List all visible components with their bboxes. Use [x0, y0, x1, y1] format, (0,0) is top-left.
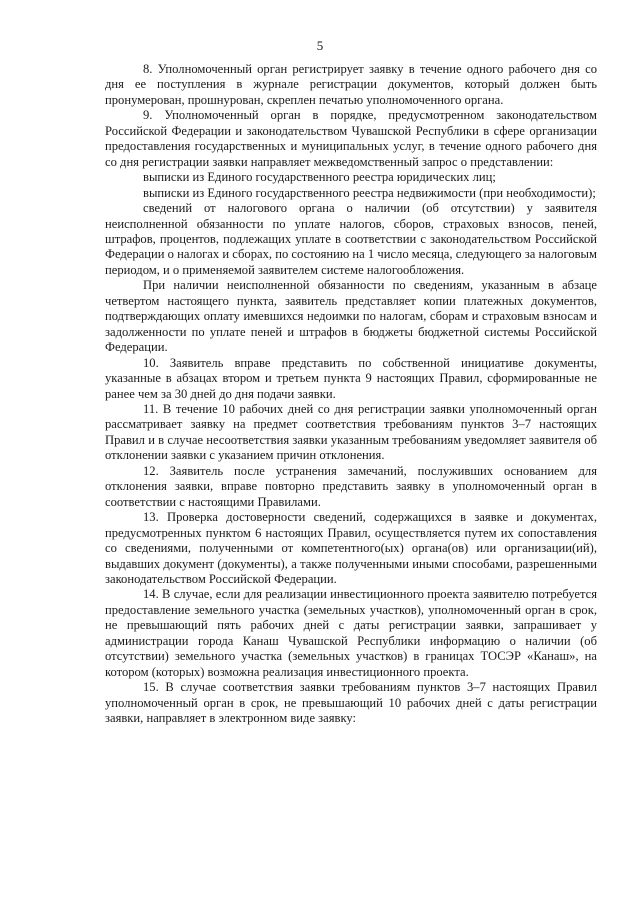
paragraph-item-14: 14. В случае, если для реализации инвестиционного проекта заявителю потребуется предоставление земельного участка (земельных участков), уполномоченный орган в срок, не превышающий пять рабочих дней с даты регистрации заявки, запрашивает у администрации города Канаш Чувашской Республики информацию о наличии (об отсутствии) земельного участка (земельных участков) в границах ТОСЭР «Канаш», на котором (которых) возможна реализация инвестиционного проекта.	[105, 587, 597, 679]
paragraph-egrul: выписки из Единого государственного реестра юридических лиц;	[143, 170, 496, 185]
paragraph-item-10: 10. Заявитель вправе представить по собственной инициативе документы, указанные в абзацах втором и третьем пункта 9 настоящих Правил, сформированные не ранее чем за 30 дней до дня подачи заявки.	[105, 355, 597, 401]
paragraph-item-11: 11. В течение 10 рабочих дней со дня регистрации заявки уполномоченный орган рассматривает заявку на предмет соответствия требованиям пунктов 3–7 настоящих Правил и в случае несоответствия заявки указанным требованиям уведомляет заявителя об отклонении заявки с указанием причин отклонения.	[105, 401, 597, 463]
paragraph-item-12: 12. Заявитель после устранения замечаний, послуживших основанием для отклонения заявки, вправе повторно представить заявку в уполномоченный орган в соответствии с настоящими Правилами.	[105, 463, 597, 509]
paragraph-unpaid-obligations: При наличии неисполненной обязанности по сведениям, указанным в абзаце четвертом настоящего пункта, заявитель представляет копии платежных документов, подтверждающих оплату имевшихся недоимки по налогам, сборам и страховым взносам и задолженности по уплате пеней и штрафов в бюджеты бюджетной системы Российской Федерации.	[105, 278, 597, 355]
paragraph-item-13: 13. Проверка достоверности сведений, содержащихся в заявке и документах, предусмотренных пунктом 6 настоящих Правил, осуществляется путем их сопоставления со сведениями, полученными от компетентного(ых) органа(ов) или организации(ий), выдавших документ (документы), а также полученными иными способами, разрешенными законодательством Российской Федерации.	[105, 510, 597, 586]
page-number: 5	[316, 38, 324, 53]
paragraph-item-8: 8. Уполномоченный орган регистрирует заявку в течение одного рабочего дня со дня ее поступления в журнале регистрации документов, который должен быть пронумерован, прошнурован, скреплен печатью уполномоченного органа.	[105, 62, 597, 107]
document-body	[105, 62, 597, 726]
paragraph-item-9: 9. Уполномоченный орган в порядке, предусмотренном законодательством Российской Федерации и законодательством Чувашской Республики в сфере организации предоставления государственных и муниципальных услуг, в течение одного рабочего дня со дня регистрации заявки направляет межведомственный запрос о представлении:	[105, 108, 597, 169]
paragraph-tax-info: сведений от налогового органа о наличии (об отсутствии) у заявителя неисполненной обязанности по уплате налогов, сборов, страховых взносов, пеней, штрафов, процентов, подлежащих уплате в соответствии с законодательством Российской Федерации о налогах и сборах, по состоянию на 1 число месяца, следующего за налоговым периодом, и о применяемой заявителем системе налогообложения.	[105, 201, 597, 277]
paragraph-egrn: выписки из Единого государственного реестра недвижимости (при необходимости);	[143, 185, 596, 200]
paragraph-item-15: 15. В случае соответствия заявки требованиям пунктов 3–7 настоящих Правил уполномоченный орган в срок, не превышающий 10 рабочих дней с даты регистрации заявки, направляет в электронном виде заявку:	[105, 680, 597, 726]
